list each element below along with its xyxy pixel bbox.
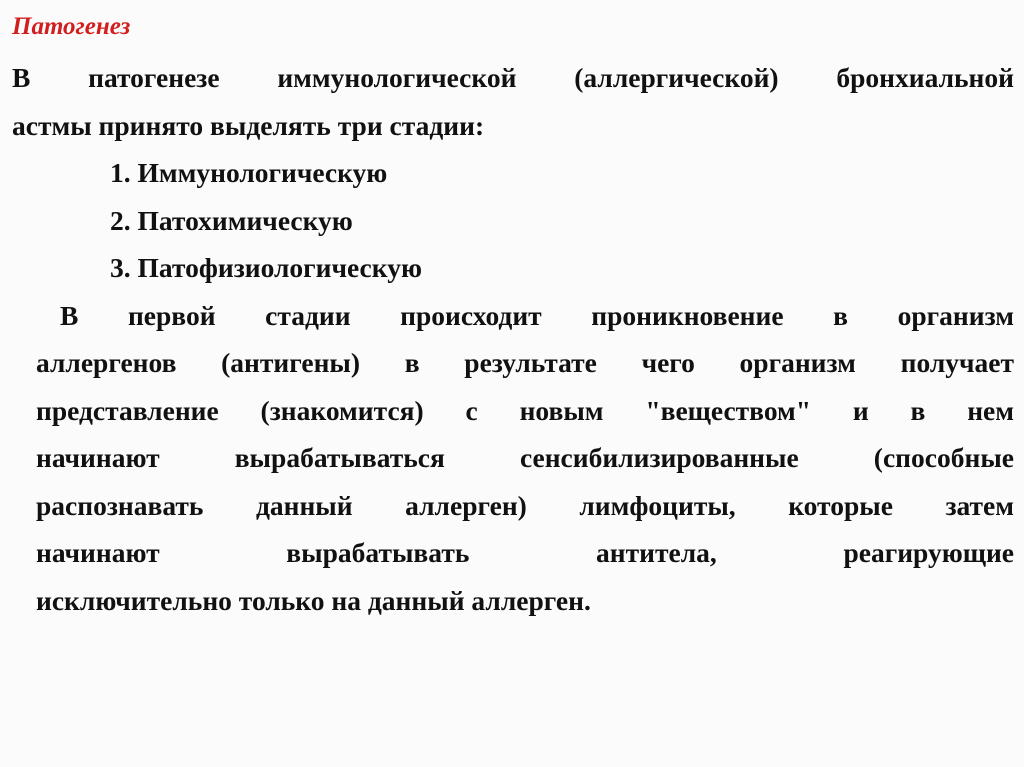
body-line-2: аллергенов (антигены) в результате чего организм получает [36,347,1014,378]
stages-list [12,149,1014,292]
body-line-1: В первой стадии происходит проникновение в организм [60,299,1014,331]
stage-item-3: 3. Патофизиологическую [110,252,422,283]
intro-line-1: В патогенезе иммунологической (аллергической) бронхиальной [12,62,1014,93]
body-line-7: исключительно только на данный аллерген. [36,584,591,616]
intro-paragraph [12,54,1014,149]
slide-title: Патогенез [12,13,131,40]
intro-line-2: астмы принято выделять три стадии: [12,109,485,141]
stage-item-2: 2. Патохимическую [110,204,353,236]
slide-content [12,6,1014,624]
body-line-5: распознавать данный аллерген) лимфоциты, которые затем [36,489,1014,521]
body-line-3: представление (знакомится) с новым "веществом" и в нем [36,394,1014,426]
body-paragraph [12,292,1014,625]
stage-item-1: 1. Иммунологическую [110,157,388,188]
body-line-6: начинают вырабатывать антитела, реагирующие [36,537,1014,568]
body-line-4: начинают вырабатываться сенсибилизированные (способные [36,442,1014,473]
